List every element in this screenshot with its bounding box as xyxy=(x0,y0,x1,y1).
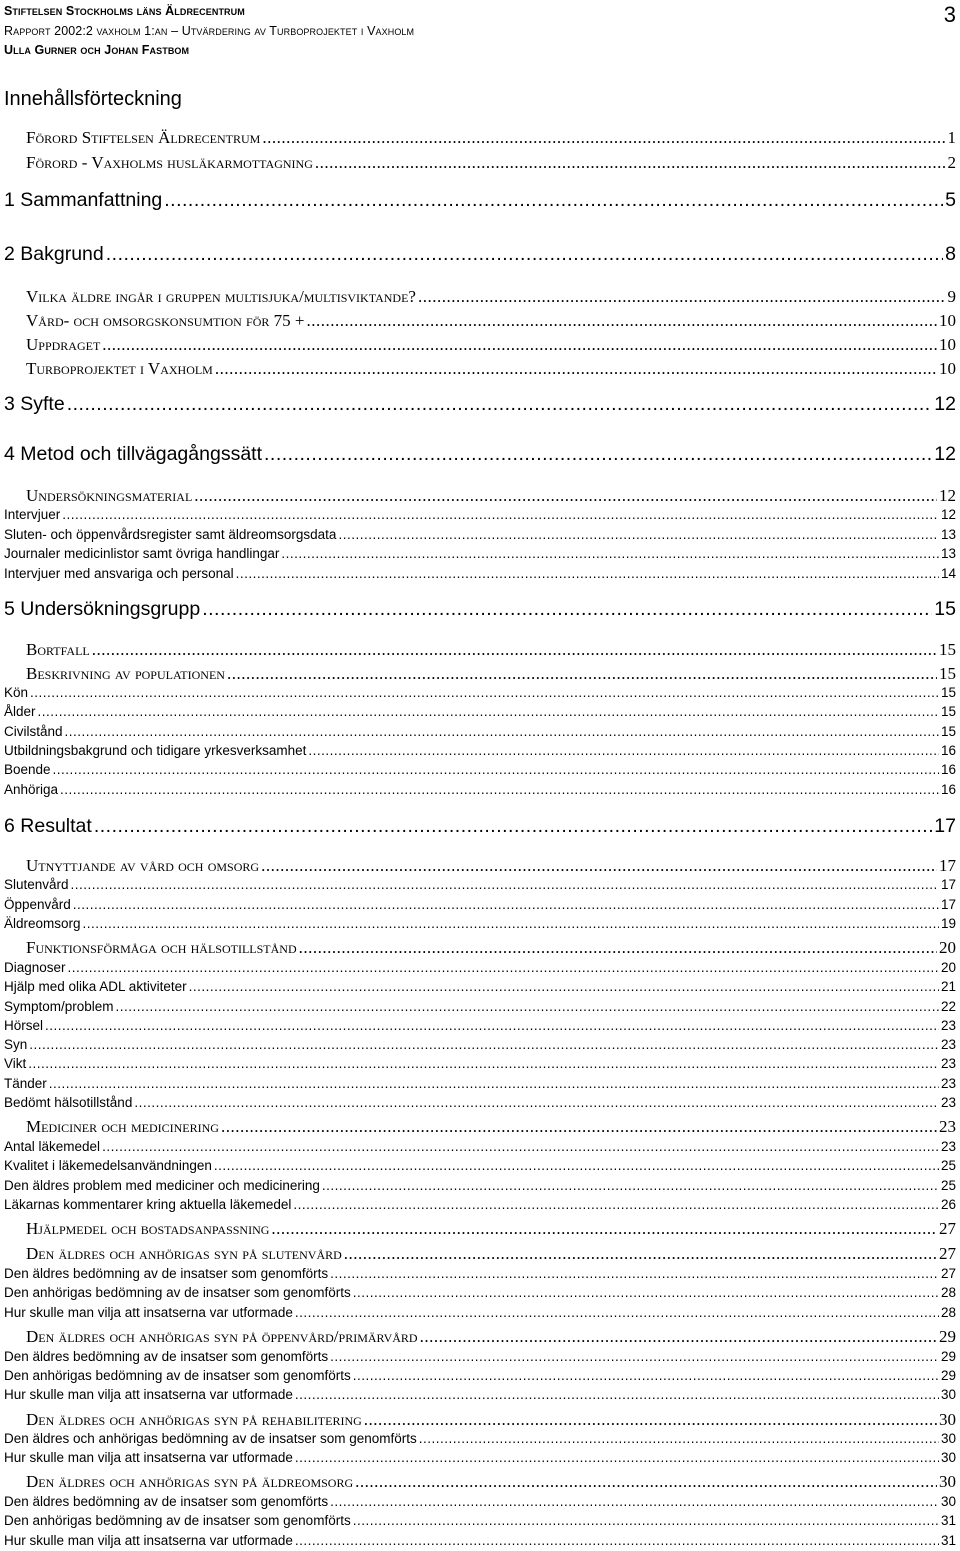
toc-dot-leader xyxy=(28,1056,939,1071)
toc-dot-leader xyxy=(295,1450,939,1465)
toc-entry-page: 27 xyxy=(939,1244,956,1263)
toc-entry-page: 23 xyxy=(940,1076,956,1091)
toc-entry-page: 10 xyxy=(939,335,956,354)
toc-entry[interactable] xyxy=(4,762,956,777)
toc-entry-title: Förord - Vaxholms husläkarmottagning xyxy=(26,153,313,172)
toc-dot-leader xyxy=(338,527,939,542)
toc-entry-page: 30 xyxy=(940,1494,956,1509)
toc-entry[interactable] xyxy=(4,598,956,621)
toc-entry-page: 15 xyxy=(940,724,956,739)
toc-dot-leader xyxy=(299,938,937,958)
toc-dot-leader xyxy=(68,960,939,975)
toc-entry[interactable] xyxy=(4,1450,956,1465)
header-authors: Ulla Gurner och Johan Fastbom xyxy=(4,43,190,57)
toc-entry[interactable] xyxy=(4,1037,956,1052)
toc-entry[interactable] xyxy=(4,189,956,212)
toc-entry-title: 4 Metod och tillvägagångssätt xyxy=(4,443,262,465)
toc-entry[interactable] xyxy=(4,685,956,700)
toc-dot-leader xyxy=(261,856,937,876)
toc-entry-page: 15 xyxy=(939,640,956,659)
toc-dot-leader xyxy=(29,1037,939,1052)
toc-dot-leader xyxy=(194,486,937,506)
toc-entry[interactable] xyxy=(4,999,956,1014)
toc-entry-title: 6 Resultat xyxy=(4,815,92,837)
toc-entry-page: 20 xyxy=(939,938,956,957)
toc-entry-title: Vikt xyxy=(4,1056,27,1071)
toc-entry-title: Antal läkemedel xyxy=(4,1139,101,1154)
toc-dot-leader xyxy=(92,640,937,660)
toc-entry[interactable] xyxy=(4,1056,956,1071)
toc-dot-leader xyxy=(264,443,932,466)
toc-entry[interactable] xyxy=(4,1178,956,1193)
toc-entry[interactable] xyxy=(4,724,956,739)
toc-entry-page: 29 xyxy=(939,1327,956,1346)
toc-entry-page: 30 xyxy=(939,1472,956,1491)
toc-entry-title: Hur skulle man vilja att insatserna var utformade xyxy=(4,1387,293,1402)
toc-title: Innehållsförteckning xyxy=(4,88,182,110)
toc-entry-title: Hur skulle man vilja att insatserna var utformade xyxy=(4,1533,293,1548)
header-organization: Stiftelsen Stockholms läns Äldrecentrum xyxy=(4,4,245,18)
toc-entry[interactable] xyxy=(4,507,956,522)
toc-dot-leader xyxy=(281,546,939,561)
toc-entry-page: 31 xyxy=(940,1533,956,1548)
toc-entry-page: 28 xyxy=(940,1305,956,1320)
toc-entry-page: 26 xyxy=(940,1197,956,1212)
toc-entry[interactable] xyxy=(4,546,956,561)
toc-entry[interactable] xyxy=(4,1158,956,1173)
toc-entry[interactable] xyxy=(4,527,956,542)
toc-entry-title: Mediciner och medicinering xyxy=(26,1117,219,1136)
toc-dot-leader xyxy=(419,1431,939,1446)
toc-entry-title: Utnyttjande av vård och omsorg xyxy=(26,856,260,875)
toc-dot-leader xyxy=(221,1117,937,1137)
toc-entry-page: 30 xyxy=(940,1431,956,1446)
toc-entry-title: Funktionsförmåga och hälsotillstånd xyxy=(26,938,297,957)
toc-entry[interactable] xyxy=(4,243,956,266)
toc-entry[interactable] xyxy=(4,704,956,719)
toc-dot-leader xyxy=(344,1244,937,1264)
toc-entry-title: Tänder xyxy=(4,1076,47,1091)
toc-entry-title: Slutenvård xyxy=(4,877,69,892)
toc-entry[interactable] xyxy=(4,782,956,797)
toc-entry-title: Journaler medicinlistor samt övriga handlingar xyxy=(4,546,280,561)
toc-entry-title: Den äldres problem med mediciner och medicinering xyxy=(4,1178,320,1193)
toc-dot-leader xyxy=(353,1513,939,1528)
toc-entry-page: 19 xyxy=(940,916,956,931)
toc-entry-title: Utbildningsbakgrund och tidigare yrkesverksamhet xyxy=(4,743,307,758)
toc-entry-title: 1 Sammanfattning xyxy=(4,189,163,211)
toc-dot-leader xyxy=(65,724,939,739)
toc-entry-page: 12 xyxy=(934,443,956,465)
toc-entry-page: 20 xyxy=(940,960,956,975)
toc-dot-leader xyxy=(364,1410,937,1430)
toc-entry[interactable] xyxy=(26,640,956,660)
toc-entry-title: Diagnoser xyxy=(4,960,66,975)
toc-entry-page: 31 xyxy=(940,1513,956,1528)
toc-entry-page: 27 xyxy=(939,1219,956,1238)
toc-dot-leader xyxy=(71,877,939,892)
toc-entry-title: Symptom/problem xyxy=(4,999,114,1014)
toc-entry-title: Vilka äldre ingår i gruppen multisjuka/multisviktande? xyxy=(26,287,416,306)
toc-entry-title: Kön xyxy=(4,685,29,700)
toc-dot-leader xyxy=(83,916,939,931)
toc-entry[interactable] xyxy=(4,1139,956,1154)
toc-entry[interactable] xyxy=(4,877,956,892)
toc-dot-leader xyxy=(308,743,939,758)
toc-dot-leader xyxy=(330,1494,939,1509)
toc-entry-page: 5 xyxy=(945,189,956,211)
toc-dot-leader xyxy=(30,685,939,700)
toc-dot-leader xyxy=(330,1266,939,1281)
toc-entry-title: Civilstånd xyxy=(4,724,63,739)
toc-entry-page: 2 xyxy=(947,153,956,172)
toc-entry-page: 15 xyxy=(940,685,956,700)
toc-entry[interactable] xyxy=(4,1387,956,1402)
page-number: 3 xyxy=(943,2,956,27)
toc-entry-page: 17 xyxy=(940,877,956,892)
toc-dot-leader xyxy=(202,598,932,621)
toc-entry[interactable] xyxy=(26,938,956,958)
toc-entry[interactable] xyxy=(4,1076,956,1091)
toc-dot-leader xyxy=(62,507,939,522)
toc-entry[interactable] xyxy=(26,1117,956,1137)
toc-dot-leader xyxy=(262,128,945,148)
toc-entry-page: 17 xyxy=(940,897,956,912)
toc-entry-title: Sluten- och öppenvårdsregister samt äldreomsorgsdata xyxy=(4,527,337,542)
toc-entry[interactable] xyxy=(4,1266,956,1281)
toc-dot-leader xyxy=(420,1327,937,1347)
toc-entry[interactable] xyxy=(4,979,956,994)
toc-entry[interactable] xyxy=(4,743,956,758)
toc-dot-leader xyxy=(189,979,939,994)
toc-entry-page: 25 xyxy=(940,1158,956,1173)
toc-entry-page: 10 xyxy=(939,311,956,330)
toc-entry-page: 30 xyxy=(939,1410,956,1429)
toc-entry-page: 15 xyxy=(939,664,956,683)
toc-entry[interactable] xyxy=(4,1533,956,1548)
toc-entry[interactable] xyxy=(26,664,956,684)
toc-entry[interactable] xyxy=(4,443,956,466)
toc-dot-leader xyxy=(134,1095,939,1110)
toc-entry-title: 5 Undersökningsgrupp xyxy=(4,598,201,620)
toc-entry-page: 17 xyxy=(934,815,956,837)
toc-entry-title: Hjälp med olika ADL aktiviteter xyxy=(4,979,187,994)
toc-entry-title: Beskrivning av populationen xyxy=(26,664,225,683)
toc-dot-leader xyxy=(295,1533,939,1548)
toc-entry-title: Intervjuer med ansvariga och personal xyxy=(4,566,234,581)
toc-dot-leader xyxy=(236,566,939,581)
toc-entry[interactable] xyxy=(26,856,956,876)
toc-entry[interactable] xyxy=(4,1095,956,1110)
toc-dot-leader xyxy=(315,153,946,173)
toc-dot-leader xyxy=(94,815,932,838)
toc-dot-leader xyxy=(53,762,939,777)
toc-entry-page: 15 xyxy=(940,704,956,719)
toc-entry-title: Turboprojektet i Vaxholm xyxy=(26,359,213,378)
toc-dot-leader xyxy=(38,704,939,719)
toc-entry-page: 16 xyxy=(940,782,956,797)
header-report-title: Rapport 2002:2 vaxholm 1:an – Utvärdering av Turboprojektet i Vaxholm xyxy=(4,24,415,38)
toc-dot-leader xyxy=(295,1305,939,1320)
toc-dot-leader xyxy=(214,1158,939,1173)
toc-entry-page: 17 xyxy=(939,856,956,875)
toc-dot-leader xyxy=(215,359,937,379)
toc-dot-leader xyxy=(355,1472,937,1492)
toc-entry-page: 12 xyxy=(934,393,956,415)
toc-entry-page: 10 xyxy=(939,359,956,378)
toc-entry-title: Hur skulle man vilja att insatserna var utformade xyxy=(4,1305,293,1320)
toc-entry-title: 2 Bakgrund xyxy=(4,243,104,265)
toc-entry-page: 23 xyxy=(940,1018,956,1033)
toc-dot-leader xyxy=(102,335,937,355)
toc-entry[interactable] xyxy=(4,566,956,581)
toc-entry[interactable] xyxy=(26,1410,956,1430)
toc-entry[interactable] xyxy=(4,1305,956,1320)
toc-entry[interactable] xyxy=(4,393,956,416)
toc-entry[interactable] xyxy=(26,153,956,173)
toc-entry-title: Läkarnas kommentarer kring aktuella läkemedel xyxy=(4,1197,292,1212)
toc-entry[interactable] xyxy=(4,1494,956,1509)
toc-entry-title: Den anhörigas bedömning av de insatser som genomförts xyxy=(4,1368,351,1383)
toc-entry-page: 15 xyxy=(934,598,956,620)
toc-entry[interactable] xyxy=(26,287,956,307)
toc-dot-leader xyxy=(67,393,933,416)
toc-entry-title: Den äldres bedömning av de insatser som genomförts xyxy=(4,1266,329,1281)
toc-entry-title: Bedömt hälsotillstånd xyxy=(4,1095,133,1110)
toc-entry[interactable] xyxy=(4,960,956,975)
toc-entry-page: 23 xyxy=(940,1139,956,1154)
toc-entry-title: Förord Stiftelsen Äldrecentrum xyxy=(26,128,261,147)
toc-entry-title: Intervjuer xyxy=(4,507,61,522)
toc-dot-leader xyxy=(322,1178,939,1193)
toc-entry[interactable] xyxy=(26,1327,956,1347)
toc-entry-title: Syn xyxy=(4,1037,28,1052)
toc-entry-title: Den äldres bedömning av de insatser som genomförts xyxy=(4,1349,329,1364)
toc-dot-leader xyxy=(106,243,943,266)
toc-entry-title: Öppenvård xyxy=(4,897,71,912)
toc-entry-title: Vård- och omsorgskonsumtion för 75 + xyxy=(26,311,305,330)
toc-entry-title: Uppdraget xyxy=(26,335,101,354)
toc-dot-leader xyxy=(60,782,939,797)
toc-entry-title: Boende xyxy=(4,762,51,777)
toc-entry[interactable] xyxy=(26,128,956,148)
toc-entry-page: 14 xyxy=(940,566,956,581)
toc-entry-title: Äldreomsorg xyxy=(4,916,81,931)
toc-entry-title: Anhöriga xyxy=(4,782,59,797)
toc-entry-title: Den äldres och anhörigas syn på äldreomsorg xyxy=(26,1472,354,1491)
toc-entry[interactable] xyxy=(26,359,956,379)
toc-entry-title: Hörsel xyxy=(4,1018,44,1033)
toc-dot-leader xyxy=(353,1285,939,1300)
toc-entry-page: 9 xyxy=(947,287,956,306)
toc-entry[interactable] xyxy=(4,1368,956,1383)
toc-entry-title: Bortfall xyxy=(26,640,90,659)
toc-entry[interactable] xyxy=(26,335,956,355)
toc-dot-leader xyxy=(227,664,937,684)
toc-entry[interactable] xyxy=(26,1472,956,1492)
toc-entry[interactable] xyxy=(4,897,956,912)
toc-dot-leader xyxy=(116,999,939,1014)
toc-entry-page: 16 xyxy=(940,762,956,777)
toc-entry-title: Den äldres och anhörigas syn på slutenvård xyxy=(26,1244,342,1263)
toc-dot-leader xyxy=(353,1368,939,1383)
toc-entry-title: Den anhörigas bedömning av de insatser som genomförts xyxy=(4,1285,351,1300)
toc-entry-page: 29 xyxy=(940,1368,956,1383)
toc-entry-page: 23 xyxy=(940,1095,956,1110)
toc-entry[interactable] xyxy=(4,1431,956,1446)
toc-entry[interactable] xyxy=(4,815,956,838)
toc-entry[interactable] xyxy=(26,486,956,506)
toc-entry-page: 23 xyxy=(940,1037,956,1052)
toc-entry-title: Den äldres och anhörigas bedömning av de insatser som genomförts xyxy=(4,1431,417,1446)
toc-dot-leader xyxy=(102,1139,939,1154)
toc-entry-page: 1 xyxy=(947,128,956,147)
toc-entry[interactable] xyxy=(4,1285,956,1300)
toc-entry[interactable] xyxy=(4,916,956,931)
toc-entry-page: 29 xyxy=(940,1349,956,1364)
toc-entry-title: Kvalitet i läkemedelsanvändningen xyxy=(4,1158,212,1173)
toc-entry-title: Den äldres bedömning av de insatser som genomförts xyxy=(4,1494,329,1509)
toc-entry-page: 23 xyxy=(940,1056,956,1071)
toc-entry-title: Ålder xyxy=(4,704,36,719)
toc-dot-leader xyxy=(49,1076,939,1091)
toc-entry[interactable] xyxy=(26,311,956,331)
toc-dot-leader xyxy=(330,1349,939,1364)
toc-entry[interactable] xyxy=(4,1197,956,1212)
toc-entry-title: Hur skulle man vilja att insatserna var utformade xyxy=(4,1450,293,1465)
toc-entry-page: 16 xyxy=(940,743,956,758)
toc-entry-page: 21 xyxy=(940,979,956,994)
toc-dot-leader xyxy=(164,189,943,212)
toc-entry-page: 30 xyxy=(940,1450,956,1465)
toc-entry-title: Den äldres och anhörigas syn på rehabilitering xyxy=(26,1410,362,1429)
toc-entry-page: 12 xyxy=(939,486,956,505)
toc-entry-page: 22 xyxy=(940,999,956,1014)
toc-dot-leader xyxy=(295,1387,939,1402)
toc-entry-page: 8 xyxy=(945,243,956,265)
toc-entry-title: 3 Syfte xyxy=(4,393,65,415)
toc-entry-title: Hjälpmedel och bostadsanpassning xyxy=(26,1219,270,1238)
toc-dot-leader xyxy=(271,1219,937,1239)
toc-entry-title: Den äldres och anhörigas syn på öppenvård/primärvård xyxy=(26,1327,418,1346)
toc-entry-title: Undersökningsmaterial xyxy=(26,486,193,505)
toc-entry-page: 13 xyxy=(940,546,956,561)
toc-entry-page: 23 xyxy=(939,1117,956,1136)
toc-entry-page: 25 xyxy=(940,1178,956,1193)
toc-dot-leader xyxy=(418,287,946,307)
toc-dot-leader xyxy=(293,1197,939,1212)
toc-entry[interactable] xyxy=(26,1219,956,1239)
toc-dot-leader xyxy=(45,1018,939,1033)
toc-entry[interactable] xyxy=(4,1018,956,1033)
toc-entry-page: 27 xyxy=(940,1266,956,1281)
toc-entry[interactable] xyxy=(4,1513,956,1528)
toc-dot-leader xyxy=(306,311,937,331)
toc-entry-page: 13 xyxy=(940,527,956,542)
toc-entry-page: 12 xyxy=(940,507,956,522)
toc-entry[interactable] xyxy=(4,1349,956,1364)
toc-entry[interactable] xyxy=(26,1244,956,1264)
toc-entry-page: 28 xyxy=(940,1285,956,1300)
toc-entry-page: 30 xyxy=(940,1387,956,1402)
toc-entry-title: Den anhörigas bedömning av de insatser som genomförts xyxy=(4,1513,351,1528)
toc-dot-leader xyxy=(73,897,939,912)
